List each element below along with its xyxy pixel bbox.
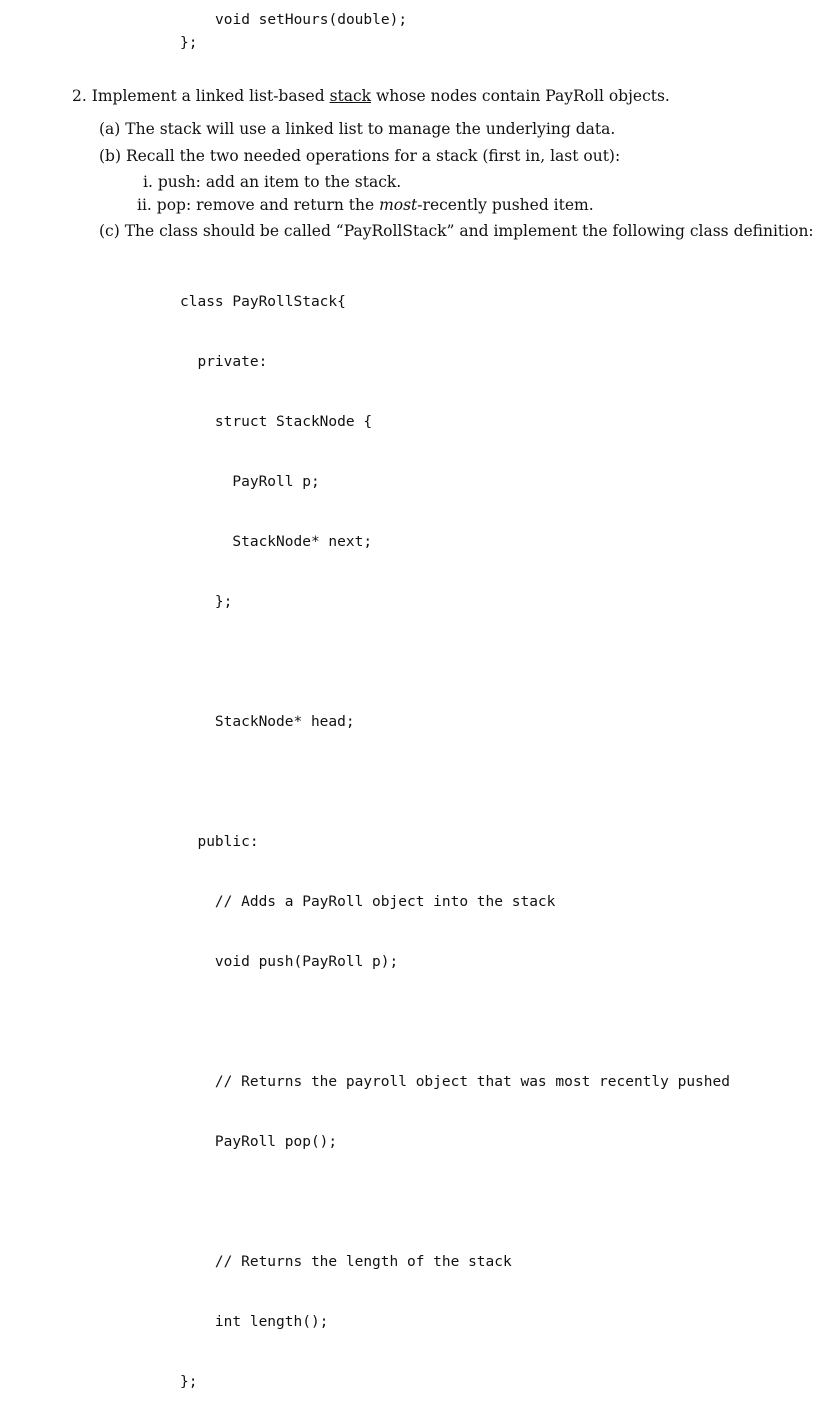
item-2-underlined-stack: stack	[329, 87, 372, 105]
code-line: int length();	[180, 1314, 329, 1330]
sub-item-a-label: (a)	[99, 120, 121, 138]
code-line: StackNode* head;	[180, 714, 355, 730]
roman-item-ii-label: ii.	[137, 196, 152, 214]
code-line: PayRoll pop();	[180, 1134, 338, 1150]
code-line-closing-brace-top: };	[180, 35, 198, 51]
code-line	[180, 652, 730, 672]
code-line-set-hours: void setHours(double);	[215, 12, 408, 28]
code-line: // Returns the payroll object that was most recently pushed	[180, 1074, 730, 1090]
code-line: PayRoll p;	[180, 474, 320, 490]
code-line: StackNode* next;	[180, 534, 373, 550]
sub-item-b	[99, 146, 620, 166]
code-line: // Adds a PayRoll object into the stack	[180, 894, 556, 910]
roman-item-ii-text-post: -recently pushed item.	[417, 196, 594, 214]
code-line: public:	[180, 834, 259, 850]
sub-item-c-text: The class should be called “PayRollStack” and implement the following class definition:	[124, 222, 814, 240]
code-line: };	[180, 594, 233, 610]
code-line: class PayRollStack{	[180, 294, 346, 310]
code-line: void push(PayRoll p);	[180, 954, 399, 970]
code-line	[180, 1012, 730, 1032]
roman-item-i	[143, 172, 401, 192]
roman-item-i-label: i.	[143, 173, 153, 191]
sub-item-a	[99, 119, 615, 139]
sub-item-c	[99, 221, 814, 241]
roman-item-i-text: push: add an item to the stack.	[157, 173, 402, 191]
code-line	[180, 772, 730, 792]
item-2-number: 2.	[72, 87, 87, 105]
sub-item-a-text: The stack will use a linked list to manage the underlying data.	[125, 120, 616, 138]
roman-item-ii-text-pre: pop: remove and return the	[156, 196, 380, 214]
roman-item-ii-italic-most: most	[379, 196, 418, 214]
code-line: // Returns the length of the stack	[180, 1254, 512, 1270]
roman-item-ii	[137, 195, 594, 215]
code-line: };	[180, 1374, 198, 1390]
item-2	[72, 86, 670, 106]
code-line: private:	[180, 354, 268, 370]
item-2-text-post: whose nodes contain PayRoll objects.	[371, 87, 670, 105]
sub-item-b-text: Recall the two needed operations for a stack (first in, last out):	[125, 147, 621, 165]
sub-item-b-label: (b)	[99, 147, 122, 165]
item-2-text-pre: Implement a linked list-based	[91, 87, 330, 105]
class-definition-code-block	[180, 252, 730, 1412]
sub-item-c-label: (c)	[99, 222, 120, 240]
code-line	[180, 1192, 730, 1212]
code-line: struct StackNode {	[180, 414, 373, 430]
